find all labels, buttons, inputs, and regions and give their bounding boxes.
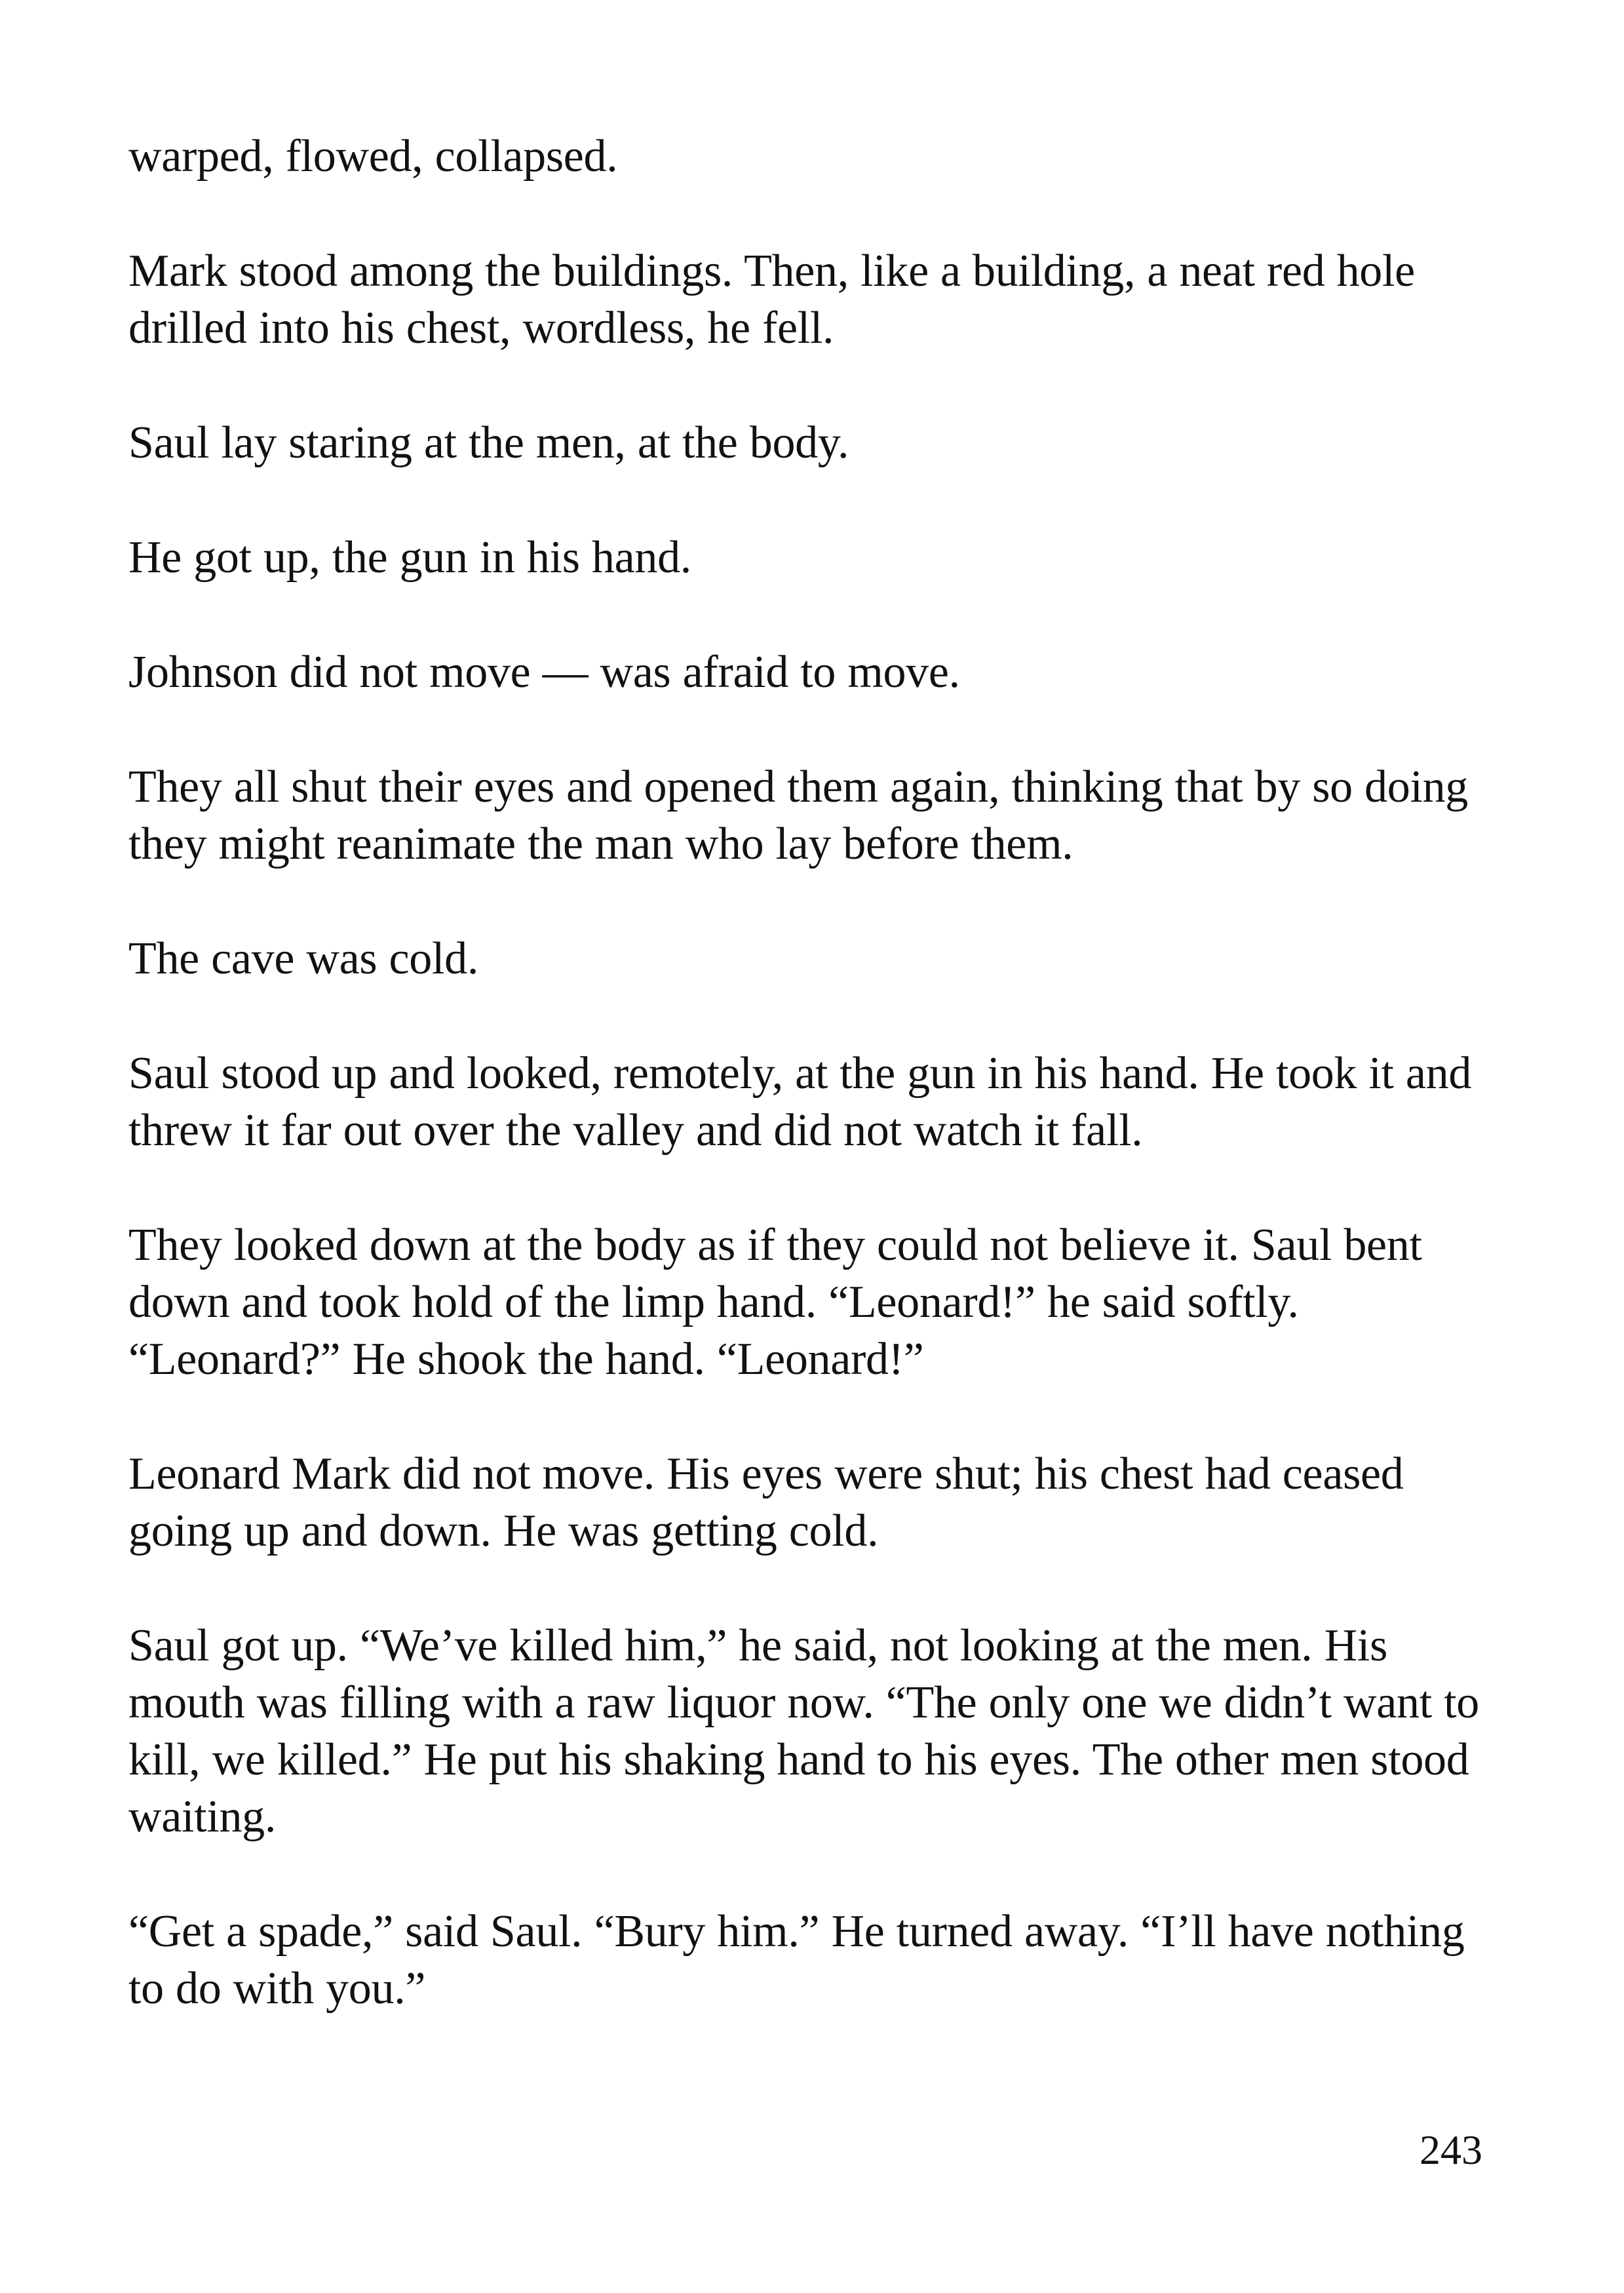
- paragraph: Leonard Mark did not move. His eyes were shut; his chest had ceased going up and down. He was getting cold.: [128, 1449, 1404, 1556]
- paragraph: Saul lay staring at the men, at the body.: [128, 418, 849, 468]
- paragraph: Saul got up. “We’ve killed him,” he said, not looking at the men. His mouth was filling with a raw liquor now. “The only one we didn’t want to kill, we killed.” He put his shaking hand to his eyes. The other men stood waiting.: [128, 1620, 1479, 1842]
- paragraph: Mark stood among the buildings. Then, like a building, a neat red hole drilled into his chest, wordless, he fell.: [128, 246, 1415, 353]
- paragraph: Johnson did not move — was afraid to move.: [128, 647, 960, 697]
- paragraph: He got up, the gun in his hand.: [128, 532, 691, 583]
- body-text: [128, 128, 1511, 2075]
- paragraph: They looked down at the body as if they could not believe it. Saul bent down and took hold of the limp hand. “Leonard!” he said softly. “Leonard?” He shook the hand. “Leonard!”: [128, 1220, 1422, 1384]
- paragraph: “Get a spade,” said Saul. “Bury him.” He turned away. “I’ll have nothing to do with you.”: [128, 1906, 1465, 2014]
- page-number: 243: [1420, 2126, 1482, 2173]
- paragraph: warped, flowed, collapsed.: [128, 131, 618, 182]
- paragraph: Saul stood up and looked, remotely, at the gun in his hand. He took it and threw it far out over the valley and did not watch it fall.: [128, 1048, 1472, 1156]
- paragraph: The cave was cold.: [128, 933, 479, 984]
- paragraph: They all shut their eyes and opened them again, thinking that by so doing they might reanimate the man who lay before them.: [128, 762, 1469, 869]
